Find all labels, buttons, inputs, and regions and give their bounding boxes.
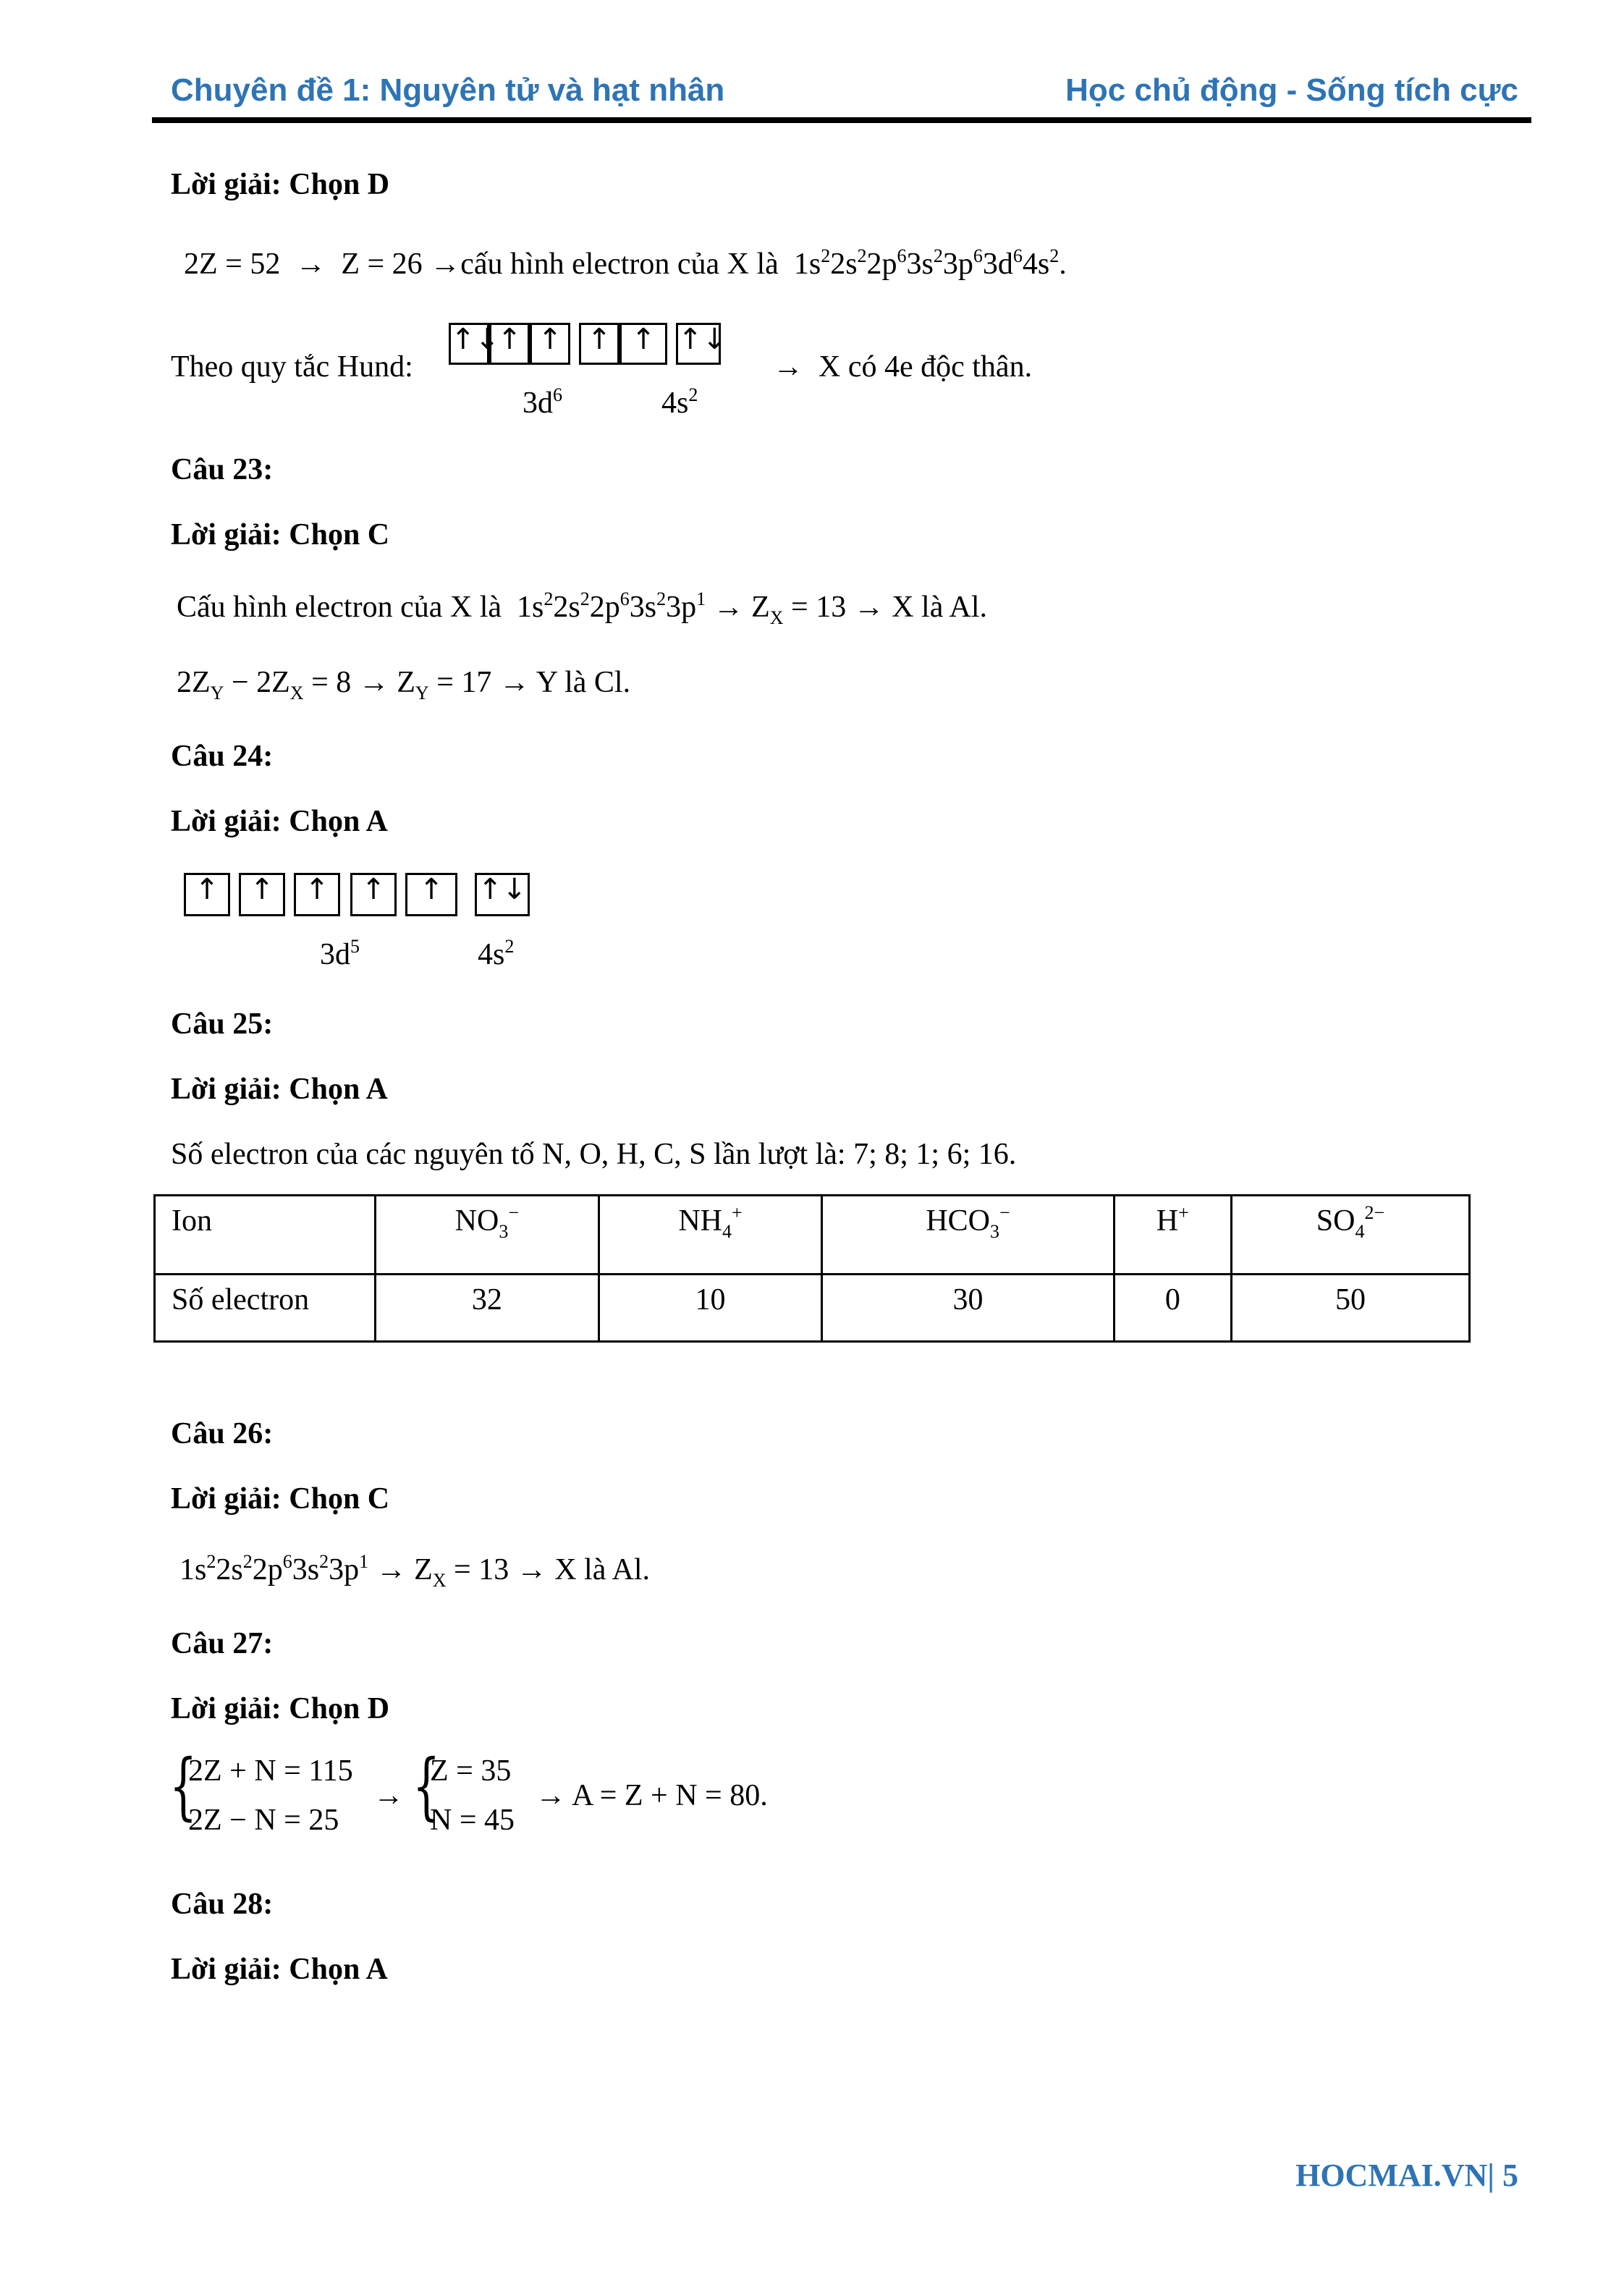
s22-equation: 2Z = 52 → Z = 26 →cấu hình electron của X là $1s^22s^22p^63s^23p^63d^64s^2$. [184,245,1067,281]
table-row [155,1275,1470,1342]
q24-4s-label: $4s^2$ [478,936,515,971]
q27-sys2-a: Z = 35 [430,1754,512,1788]
q27-solution: Lời giải: Chọn D [171,1692,390,1725]
orbital-box: ↑ [489,323,530,365]
table-cell: 50 [1231,1275,1469,1342]
q24-3d-label: $3d^5$ [320,936,360,971]
header-slogan: Học chủ động - Sống tích cực [1065,72,1518,108]
q27-title: Câu 27: [171,1627,274,1660]
s22-hund-label: Theo quy tắc Hund: [171,350,413,384]
brace-right: { [413,1744,441,1828]
ion-electron-table [153,1194,1471,1343]
q28-title: Câu 28: [171,1888,274,1921]
orbital-box: ↑ [579,323,619,365]
s22-4s-label: $4s^2$ [661,384,698,420]
q27-sys1-b: 2Z − N = 25 [188,1804,339,1837]
q27-arrow: → [373,1779,404,1812]
q23-line1: Cấu hình electron của X là $1s^22s^22p^63s^23p^1 \to Z_X = 13 \to X$ là Al. [177,588,988,628]
table-cell: 10 [599,1275,822,1342]
table-cell: $SO_4^{2-}$ [1231,1196,1469,1275]
table-cell: 32 [376,1275,599,1342]
q25-title: Câu 25: [171,1007,274,1041]
s22-3d-label: $3d^6$ [523,384,562,420]
table-cell: Số electron [155,1275,376,1342]
q23-solution: Lời giải: Chọn C [171,518,390,552]
footer-brand: HOCMAI.VN [1295,2158,1488,2193]
header-topic: Chuyên đề 1: Nguyên tử và hạt nhân [171,72,725,108]
header-rule [152,117,1531,123]
table-cell: $HCO_3^-$ [822,1196,1114,1275]
footer [1295,2157,1518,2194]
table-row [155,1196,1470,1275]
s22-conclusion: → X có 4e độc thân. [773,350,1033,384]
q26-equation: $1s^22s^22p^63s^23p^1 \to Z_X = 13 \to X$ là Al. [179,1551,651,1591]
table-cell: H+ [1114,1196,1231,1275]
orbital-box: ↑ [239,873,285,916]
orbital-box: ↑ [294,873,340,916]
s22-solution: Lời giải: Chọn D [171,168,390,201]
table-cell: Ion [155,1196,376,1275]
table-cell: $NO_3^-$ [376,1196,599,1275]
q28-solution: Lời giải: Chọn A [171,1953,388,1986]
q27-sys2-b: N = 45 [430,1804,515,1837]
q24-solution: Lời giải: Chọn A [171,805,388,838]
q23-line2: $2Z_Y - 2Z_X = 8 \to Z_Y = 17 \to Y$ là Cl. [177,666,631,703]
orbital-box: ↑ [405,873,457,916]
q25-intro: Số electron của các nguyên tố N, O, H, C, S lần lượt là: 7; 8; 1; 6; 16. [171,1138,1017,1171]
page-number: | 5 [1487,2158,1518,2193]
orbital-box: ↑ [184,873,230,916]
q26-title: Câu 26: [171,1417,274,1450]
orbital-box: ↑ [619,323,667,365]
orbital-box: ↑↓ [676,323,721,365]
q23-title: Câu 23: [171,453,274,486]
q25-solution: Lời giải: Chọn A [171,1073,388,1106]
q24-title: Câu 24: [171,740,274,773]
orbital-box: ↑ [350,873,397,916]
table-cell: 30 [822,1275,1114,1342]
brace-left: { [169,1744,198,1828]
table-cell: 0 [1114,1275,1231,1342]
q27-sys1-a: 2Z + N = 115 [188,1754,353,1788]
table-cell: $NH_4^+$ [599,1196,822,1275]
orbital-box: ↑↓ [449,323,489,365]
orbital-box: ↑↓ [475,873,530,916]
q26-solution: Lời giải: Chọn C [171,1482,390,1516]
q27-result: → A = Z + N = 80. [536,1779,768,1812]
orbital-box: ↑ [530,323,570,365]
